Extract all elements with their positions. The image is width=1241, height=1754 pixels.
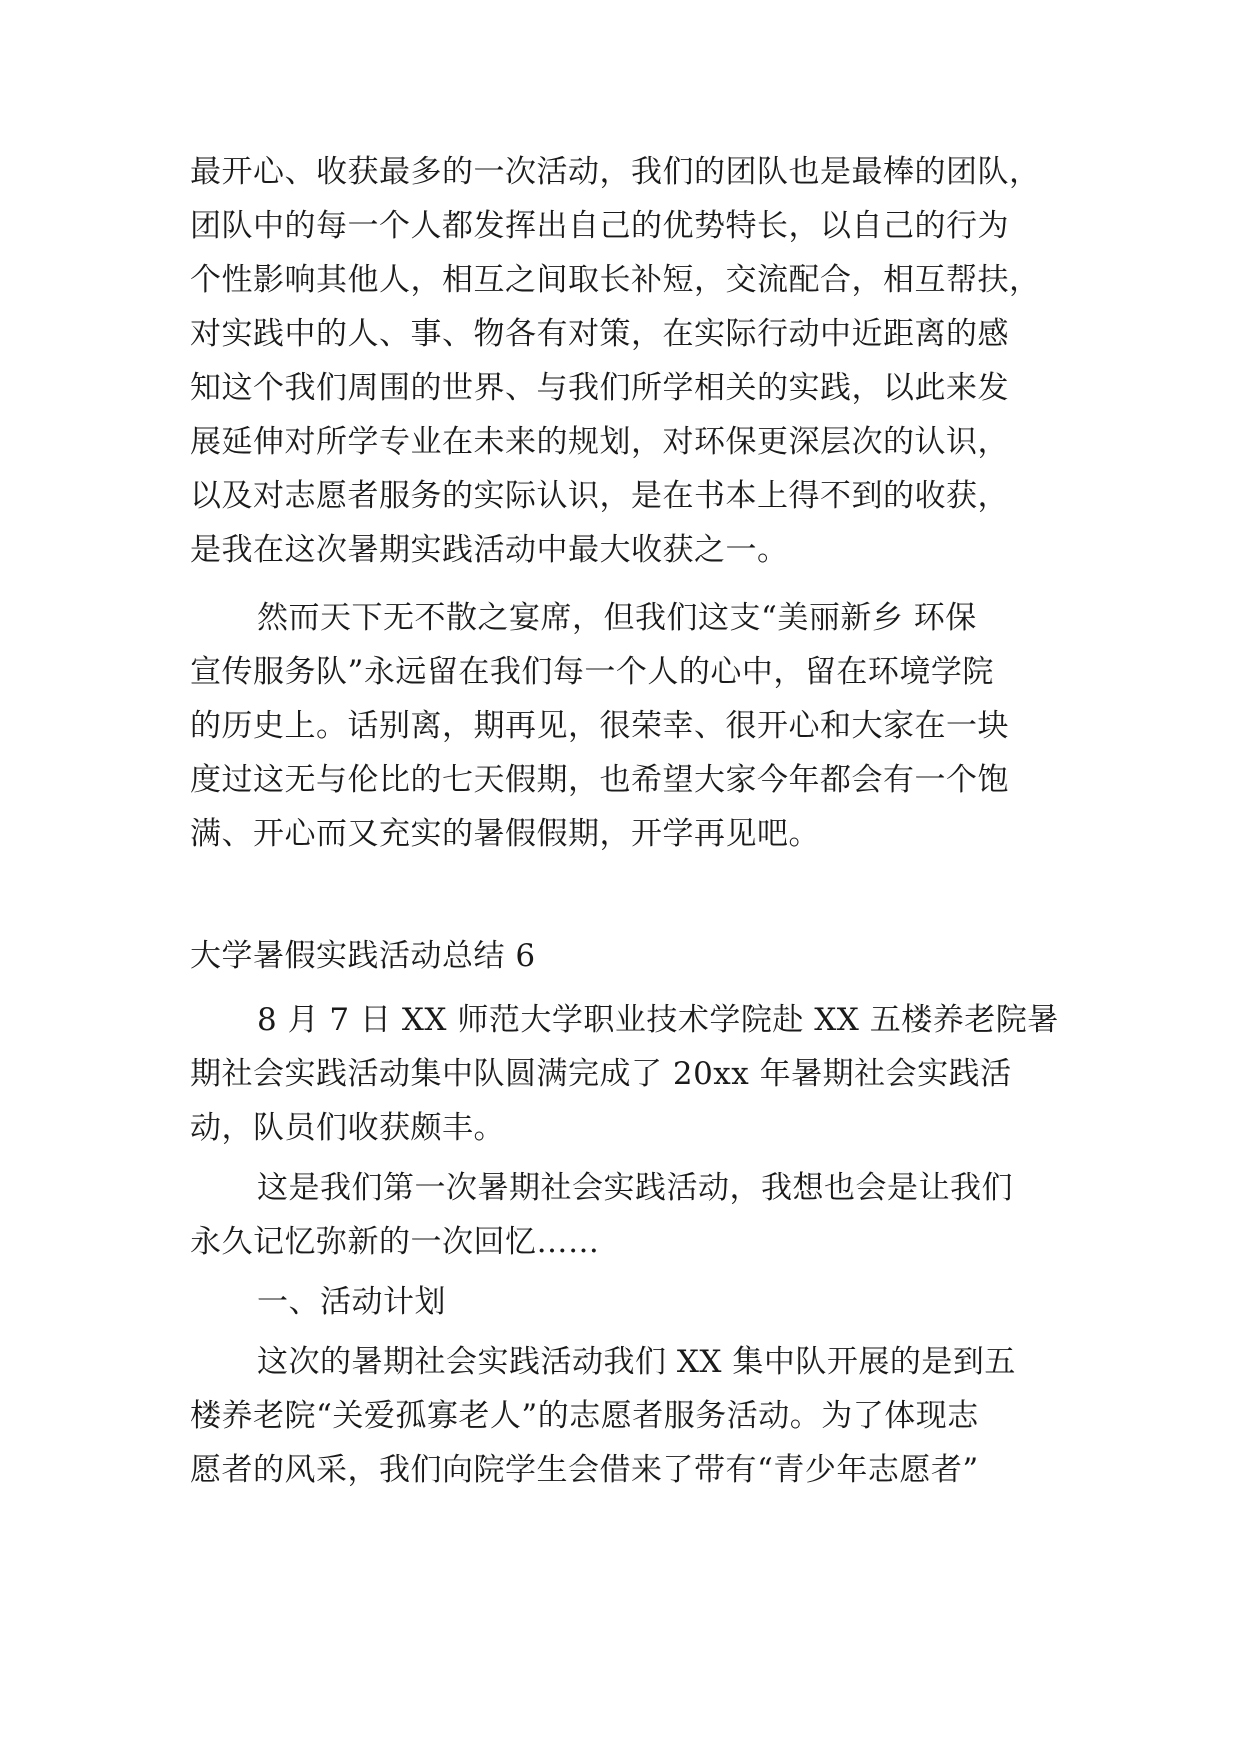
body-text-line: 愿者的风采，我们向院学生会借来了带有“青少年志愿者” bbox=[190, 1452, 979, 1488]
section-heading: 大学暑假实践活动总结 6 bbox=[190, 938, 536, 974]
body-text-line: 是我在这次暑期实践活动中最大收获之一。 bbox=[190, 532, 789, 568]
body-text-line: 期社会实践活动集中队圆满完成了 20xx 年暑期社会实践活 bbox=[190, 1056, 1012, 1092]
body-text-line: 满、开心而又充实的暑假假期，开学再见吧。 bbox=[190, 816, 820, 852]
paragraph-first-line: 这次的暑期社会实践活动我们 XX 集中队开展的是到五 bbox=[257, 1344, 1016, 1380]
subsection-heading: 一、活动计划 bbox=[257, 1284, 446, 1320]
paragraph-first-line: 这是我们第一次暑期社会实践活动，我想也会是让我们 bbox=[257, 1170, 1013, 1206]
body-text-line: 以及对志愿者服务的实际认识，是在书本上得不到的收获， bbox=[190, 478, 1009, 514]
body-text-line: 的历史上。话别离，期再见，很荣幸、很开心和大家在一块 bbox=[190, 708, 1009, 744]
body-text-line: 最开心、收获最多的一次活动，我们的团队也是最棒的团队， bbox=[190, 154, 1041, 190]
paragraph-first-line: 然而天下无不散之宴席，但我们这支“美丽新乡 环保 bbox=[257, 600, 977, 636]
body-text-line: 永久记忆弥新的一次回忆…… bbox=[190, 1224, 600, 1260]
body-text-line: 团队中的每一个人都发挥出自己的优势特长，以自己的行为 bbox=[190, 208, 1009, 244]
paragraph-first-line: 8 月 7 日 XX 师范大学职业技术学院赴 XX 五楼养老院暑 bbox=[257, 1002, 1059, 1038]
body-text-line: 楼养老院“关爱孤寡老人”的志愿者服务活动。为了体现志 bbox=[190, 1398, 979, 1434]
body-text-line: 度过这无与伦比的七天假期，也希望大家今年都会有一个饱 bbox=[190, 762, 1009, 798]
body-text-line: 展延伸对所学专业在未来的规划，对环保更深层次的认识， bbox=[190, 424, 1009, 460]
body-text-line: 知这个我们周围的世界、与我们所学相关的实践，以此来发 bbox=[190, 370, 1009, 406]
body-text-line: 宣传服务队”永远留在我们每一个人的心中，留在环境学院 bbox=[190, 654, 994, 690]
body-text-line: 对实践中的人、事、物各有对策，在实际行动中近距离的感 bbox=[190, 316, 1009, 352]
body-text-line: 个性影响其他人，相互之间取长补短，交流配合，相互帮扶， bbox=[190, 262, 1041, 298]
body-text-line: 动，队员们收获颇丰。 bbox=[190, 1110, 505, 1146]
